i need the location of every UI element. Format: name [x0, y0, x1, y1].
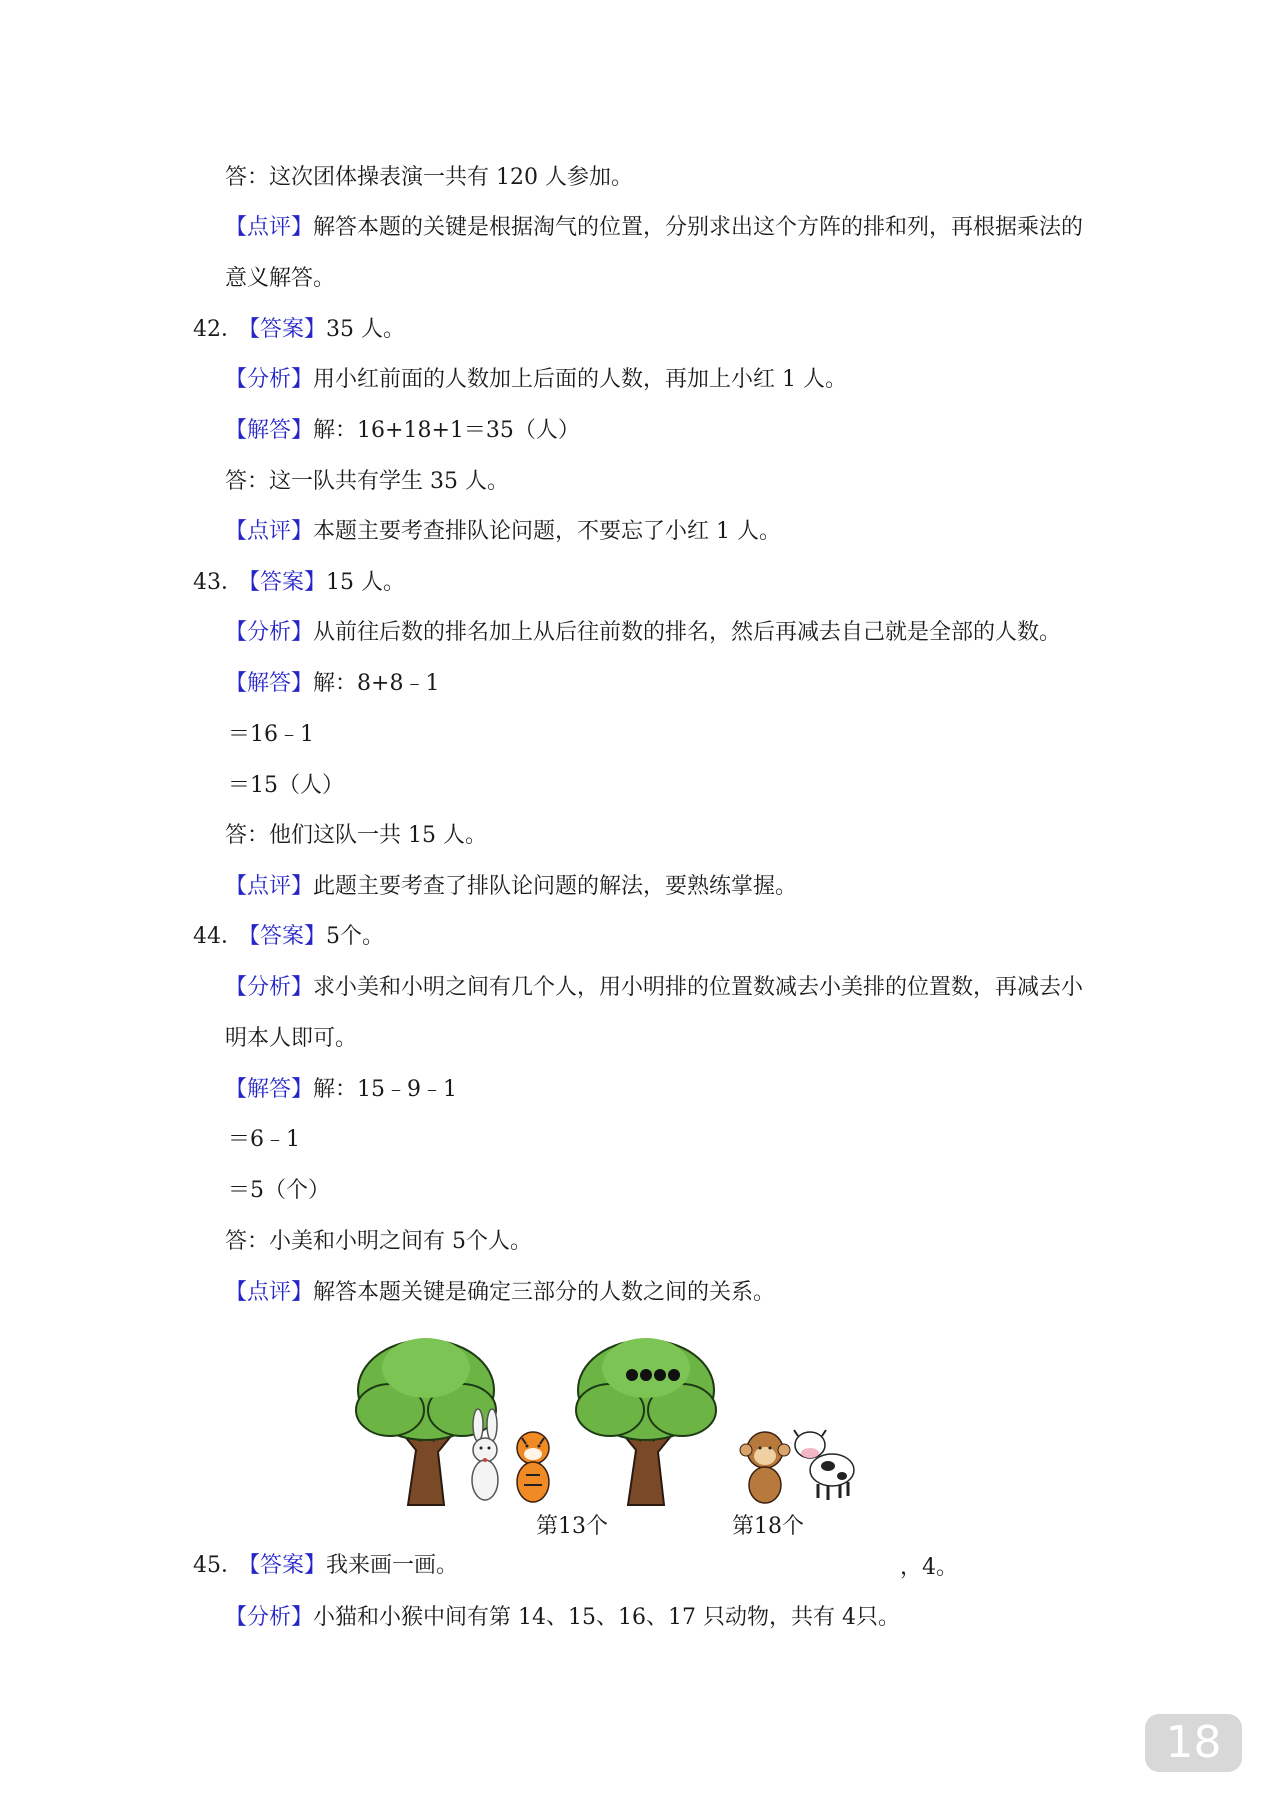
figure-caption-left: 第13个	[536, 1514, 608, 1539]
text-line: ＝15（人）	[228, 773, 344, 798]
figure-illustration	[350, 1330, 930, 1550]
text-line: ＝5（个）	[228, 1178, 330, 1203]
text-line: 【点评】解答本题的关键是根据淘气的位置，分别求出这个方阵的排和列，再根据乘法的	[225, 215, 1084, 240]
question-43-answer: 43． 【答案】15 人。	[193, 570, 406, 595]
text-line: ＝6﹣1	[228, 1127, 300, 1152]
tiger-icon	[517, 1432, 549, 1502]
question-45-answer: 45． 【答案】我来画一画。	[193, 1553, 459, 1578]
text-line: 【分析】求小美和小明之间有几个人，用小明排的位置数减去小美排的位置数，再减去小	[225, 975, 1084, 1000]
text-line: 【分析】从前往后数的排名加上从后往前数的排名，然后再减去自己就是全部的人数。	[225, 620, 1062, 645]
trees-animals-figure	[350, 1330, 930, 1550]
text-line: 答：他们这队一共 15 人。	[225, 823, 487, 848]
question-44-answer: 44． 【答案】5个。	[193, 924, 385, 949]
text-line: 【解答】解：8+8﹣1	[225, 671, 440, 696]
text-line: 明本人即可。	[225, 1026, 358, 1051]
text-line: 答：这次团体操表演一共有 120 人参加。	[225, 165, 633, 190]
text-line: 【分析】用小红前面的人数加上后面的人数，再加上小红 1 人。	[225, 367, 848, 392]
text-line: 答：这一队共有学生 35 人。	[225, 469, 509, 494]
figure-caption-right: 第18个	[732, 1514, 804, 1539]
cow-icon	[794, 1430, 854, 1500]
text-line: ＝16﹣1	[228, 722, 314, 747]
text-line: 【点评】此题主要考查了排队论问题的解法，要熟练掌握。	[225, 874, 798, 899]
question-42-answer: 42． 【答案】35 人。	[193, 317, 406, 342]
page-number-badge: 18	[1145, 1714, 1242, 1772]
text-line: 【解答】解：16+18+1＝35（人）	[225, 418, 580, 443]
answer-trailing-text: ，4。	[900, 1555, 958, 1580]
text-line: 意义解答。	[225, 266, 336, 291]
text-line: 【点评】解答本题关键是确定三部分的人数之间的关系。	[225, 1280, 776, 1305]
text-line: 【点评】本题主要考查排队论问题，不要忘了小红 1 人。	[225, 519, 782, 544]
text-line: 【分析】小猫和小猴中间有第 14、15、16、17 只动物，共有 4只。	[225, 1605, 900, 1630]
right-tree-icon	[576, 1338, 716, 1505]
monkey-icon	[740, 1432, 790, 1503]
text-line: 答：小美和小明之间有 5个人。	[225, 1229, 532, 1254]
text-line: 【解答】解：15﹣9﹣1	[225, 1077, 458, 1102]
